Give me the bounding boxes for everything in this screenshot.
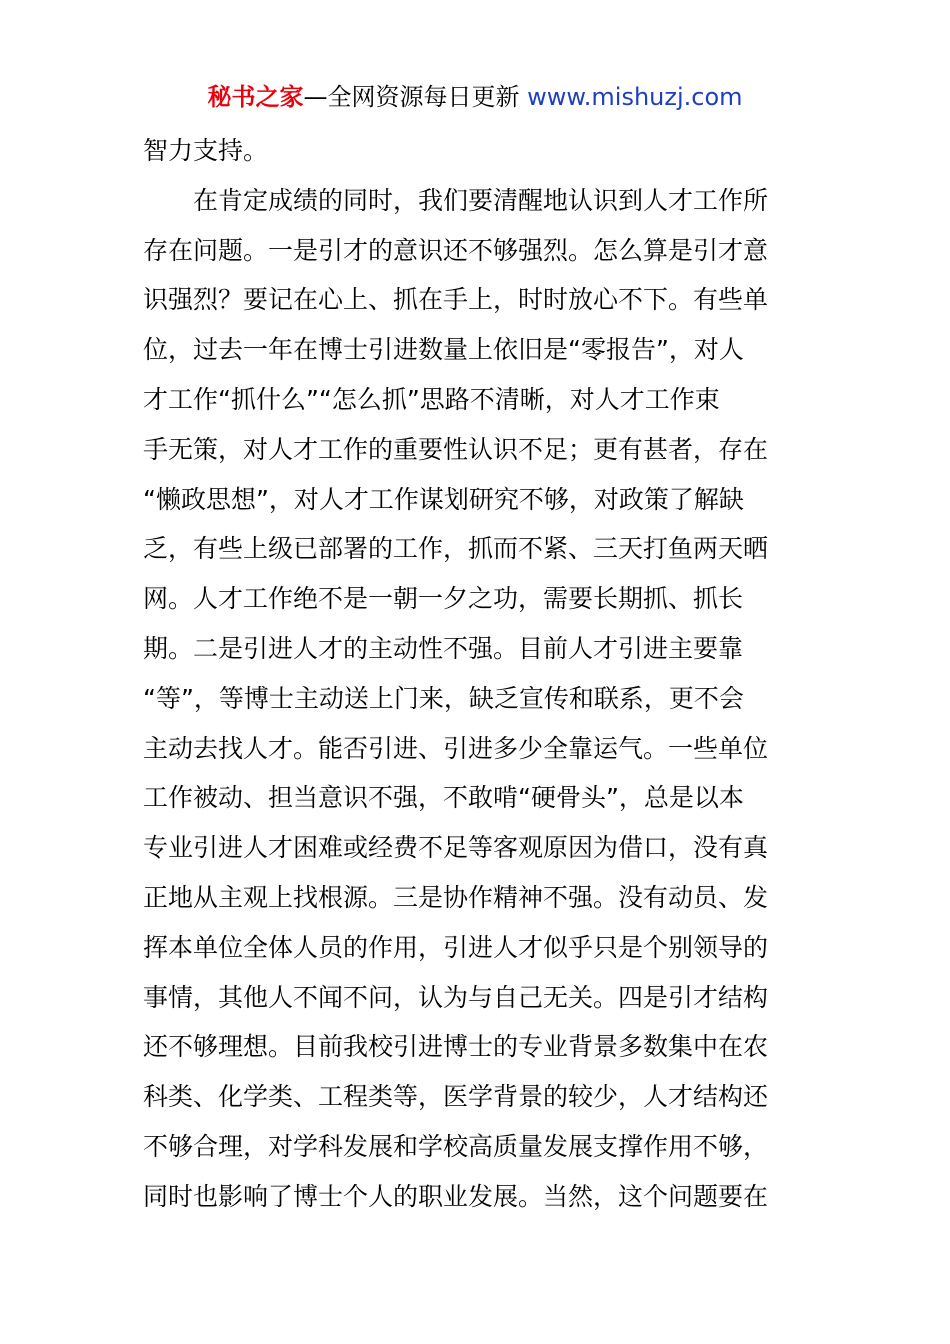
text-line: “懒政思想”，对人才工作谋划研究不够，对政策了解缺 [143, 484, 744, 514]
text-line: 期。二是引进人才的主动性不强。目前人才引进主要靠 [143, 633, 744, 663]
text-line: “等”，等博士主动送上门来，缺乏宣传和联系，更不会 [143, 683, 744, 713]
text-line: 事情，其他人不闻不问，认为与自己无关。四是引才结构 [143, 982, 769, 1012]
text-line: 位，过去一年在博士引进数量上依旧是“零报告”，对人 [143, 335, 744, 365]
text-line: 科类、化学类、工程类等，医学背景的较少，人才结构还 [143, 1082, 769, 1112]
text-line: 存在问题。一是引才的意识还不够强烈。怎么算是引才意 [143, 235, 769, 265]
site-url-link[interactable]: www.mishuzj.com [527, 83, 743, 111]
document-body [143, 126, 807, 1222]
site-brand: 秘书之家 [207, 83, 304, 111]
text-line: 主动去找人才。能否引进、引进多少全靠运气。一些单位 [143, 733, 769, 763]
text-line: 不够合理，对学科发展和学校高质量发展支撑作用不够， [143, 1131, 769, 1161]
text-line: 乏，有些上级已部署的工作，抓而不紧、三天打鱼两天晒 [143, 534, 769, 564]
site-tagline: —全网资源每日更新 [303, 83, 520, 111]
text-line: 才工作“抓什么”“怎么抓”思路不清晰，对人才工作束 [143, 384, 720, 414]
text-line: 挥本单位全体人员的作用，引进人才似乎只是个别领导的 [143, 932, 769, 962]
paragraph-start-line: 在肯定成绩的同时，我们要清醒地认识到人才工作所 [193, 185, 769, 215]
text-line: 识强烈？要记在心上、抓在手上，时时放心不下。有些单 [143, 285, 769, 315]
text-line: 还不够理想。目前我校引进博士的专业背景多数集中在农 [143, 1032, 769, 1062]
text-line: 专业引进人才困难或经费不足等客观原因为借口，没有真 [143, 833, 769, 863]
text-line: 网。人才工作绝不是一朝一夕之功，需要长期抓、抓长 [143, 584, 744, 614]
text-line: 工作被动、担当意识不强，不敢啃“硬骨头”，总是以本 [143, 783, 744, 813]
text-line: 智力支持。 [143, 136, 269, 165]
page-header [0, 80, 950, 114]
text-line: 正地从主观上找根源。三是协作精神不强。没有动员、发 [143, 882, 769, 912]
text-line: 手无策，对人才工作的重要性认识不足；更有甚者，存在 [143, 434, 769, 464]
text-line: 同时也影响了博士个人的职业发展。当然，这个问题要在 [143, 1181, 769, 1211]
